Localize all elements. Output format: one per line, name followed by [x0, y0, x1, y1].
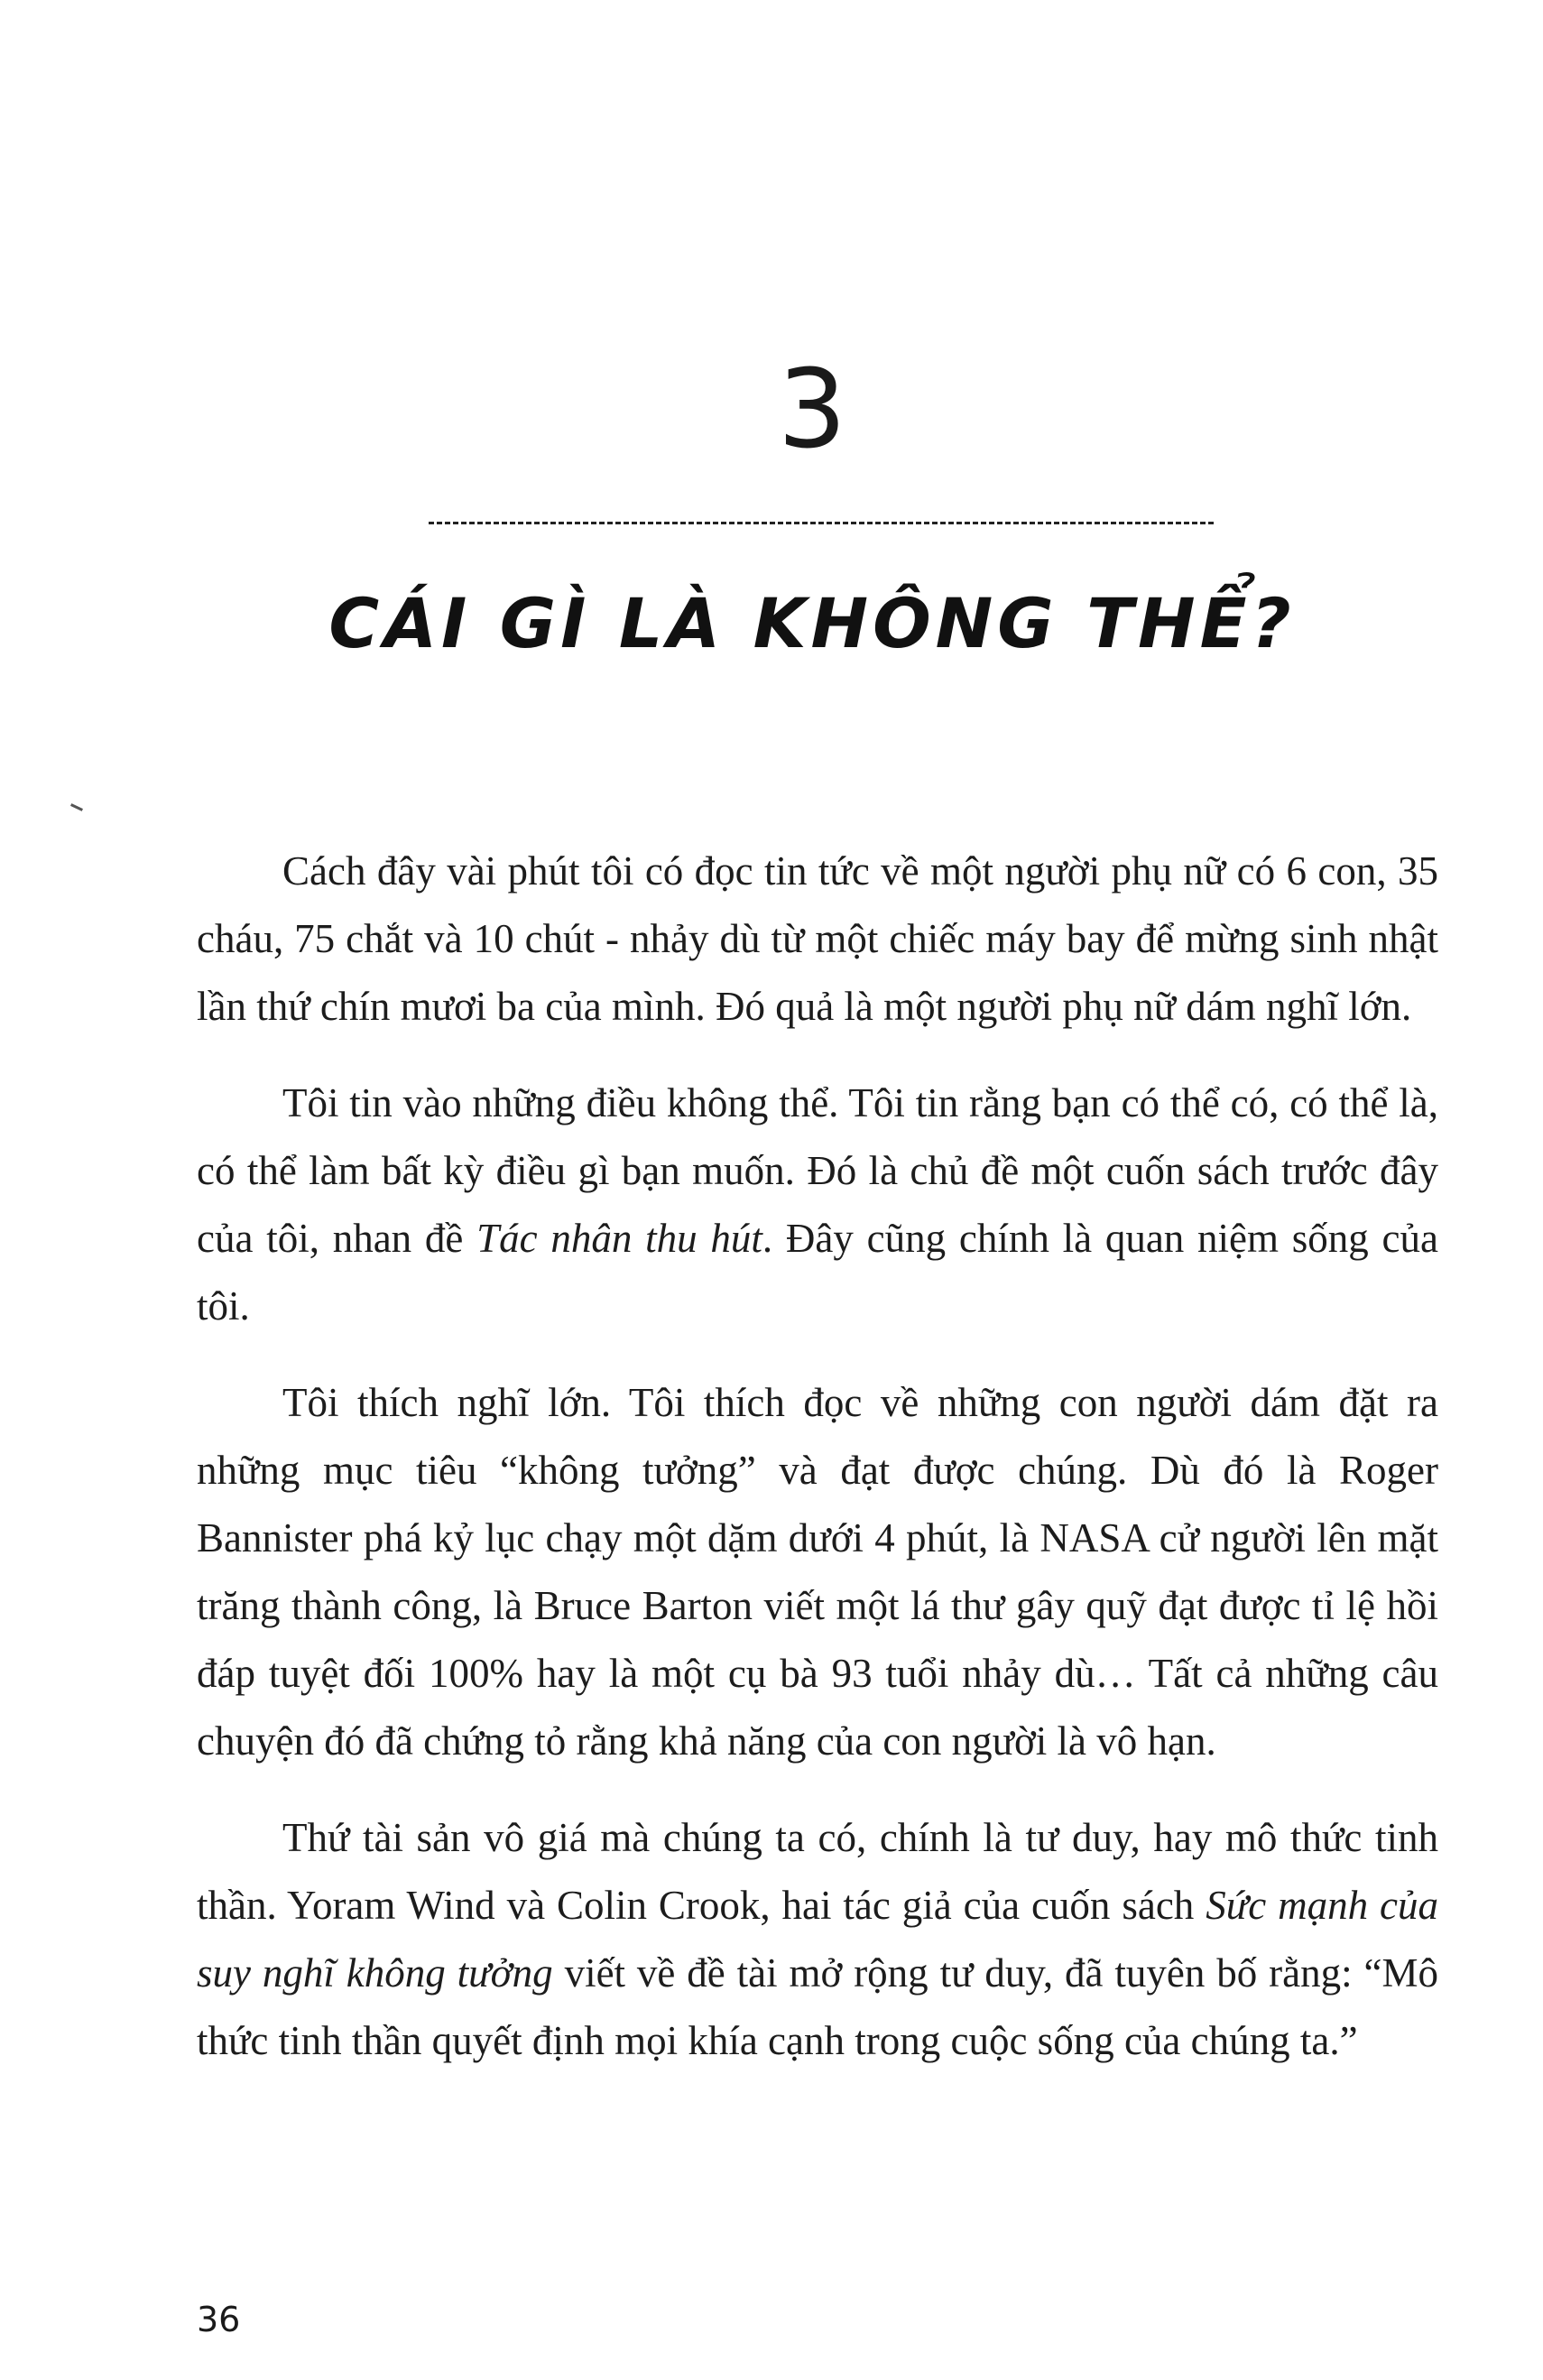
paragraph-2 — [197, 1070, 1438, 1340]
paragraph-4-text-end: viết về đề tài mở rộng tư duy, đã tuyên bố rằng: “Mô thức tinh thần quyết định mọi khía cạnh trong cuộc sống của chúng ta.” — [197, 1950, 1438, 2063]
page-number: 36 — [197, 2300, 241, 2339]
chapter-title: CÁI GÌ LÀ KHÔNG THỂ? — [328, 583, 1296, 663]
scan-speck — [70, 803, 83, 811]
paragraph-1: Cách đây vài phút tôi có đọc tin tức về một người phụ nữ có 6 con, 35 cháu, 75 chắt và 10 chút - nhảy dù từ một chiếc máy bay để mừng sinh nhật lần thứ chín mươi ba của mình. Đó quả là một người phụ nữ dám nghĩ lớn. — [197, 848, 1438, 1029]
paragraph-4 — [197, 1804, 1438, 2075]
chapter-body — [197, 838, 1438, 2104]
paragraph-2-text-end: . Đây cũng chính là quan niệm sống của tôi. — [197, 1216, 1438, 1329]
chapter-number: 3 — [777, 347, 847, 473]
paragraph-4-text: Thứ tài sản vô giá mà chúng ta có, chính là tư duy, hay mô thức tinh thần. Yoram Wind và Colin Crook, hai tác giả của cuốn sách — [197, 1815, 1438, 1928]
chapter-divider — [429, 522, 1214, 524]
paragraph-3: Tôi thích nghĩ lớn. Tôi thích đọc về những con người dám đặt ra những mục tiêu “không tưởng” và đạt được chúng. Dù đó là Roger Bannister phá kỷ lục chạy một dặm dưới 4 phút, là NASA cử người lên mặt trăng thành công, là Bruce Barton viết một lá thư gây quỹ đạt được tỉ lệ hồi đáp tuyệt đối 100% hay là một cụ bà 93 tuổi nhảy dù… Tất cả những câu chuyện đó đã chứng tỏ rằng khả năng của con người là vô hạn. — [197, 1380, 1438, 1764]
paragraph-2-text: Tôi tin vào những điều không thể. Tôi tin rằng bạn có thể có, có thể là, có thể làm bất kỳ điều gì bạn muốn. Đó là chủ đề một cuốn sách trước đây của tôi, nhan đề — [197, 1080, 1438, 1261]
book-title-suc-manh: Sức mạnh của suy nghĩ không tưởng — [197, 1883, 1438, 1996]
book-title-tac-nhan-thu-hut: Tác nhân thu hút — [476, 1216, 762, 1261]
